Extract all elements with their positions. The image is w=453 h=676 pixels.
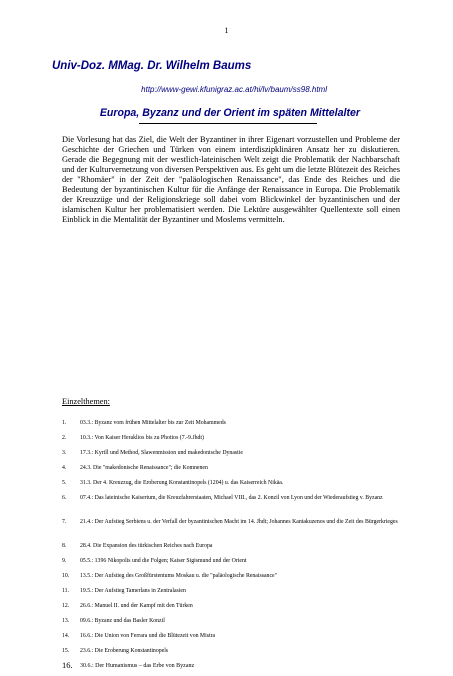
list-item <box>62 661 422 676</box>
topic-number: 3. <box>62 450 67 456</box>
topic-text: 10.3.: Von Kaiser Heraklios bis zu Photios (7.-9.Jhdt) <box>80 435 204 441</box>
list-item <box>62 493 422 517</box>
list-item <box>62 601 422 616</box>
topic-text: 09.6.: Byzanz und das Basler Konzil <box>80 618 165 624</box>
author-name: Univ-Doz. MMag. Dr. Wilhelm Baums <box>52 60 252 72</box>
list-item <box>62 646 422 661</box>
list-item <box>62 433 422 448</box>
topic-number: 4. <box>62 465 67 471</box>
topic-text: 17.3.: Kyrill und Method, Slawenmission und makedonische Dynastie <box>80 450 243 456</box>
topic-number: 8. <box>62 543 67 549</box>
list-item <box>62 541 422 556</box>
topic-text: 16.6.: Die Union von Ferrara und die Blütezeit von Mistra <box>80 633 216 639</box>
topic-text: 07.4.: Das lateinische Kaisertum, die Kreuzfahrerstaaten, Michael VIII., das 2. Konzil von Lyon und der Wiederaufstieg v. Byzanz <box>80 495 383 501</box>
topic-number: 10. <box>62 573 70 579</box>
topic-text: 28.4. Die Expansion des türkischen Reiches nach Europa <box>80 543 213 549</box>
list-item <box>62 631 422 646</box>
topic-number: 11. <box>62 588 70 594</box>
topics-list <box>62 418 422 676</box>
topic-number: 5. <box>62 480 67 486</box>
topics-heading: Einzelthemen: <box>62 397 110 406</box>
topic-text: 13.5.: Der Aufstieg des Großfürstentums Moskau u. die "paläologische Renaissance" <box>80 573 277 579</box>
topic-text: 24.3. Die "makedonische Renaissance"; die Komnenen <box>80 465 208 471</box>
topic-number: 2. <box>62 435 67 441</box>
topic-text: 23.6.: Die Eroberung Konstantinopels <box>80 648 169 654</box>
topic-text: 05.5.: 1396 Nikopolis und die Folgen; Kaiser Sigismund und der Orient <box>80 558 247 564</box>
list-item <box>62 586 422 601</box>
course-url[interactable]: http://www-gewi.kfunigraz.ac.at/hi/lv/baum/ss98.html <box>141 85 327 94</box>
topic-number: 14. <box>62 633 70 639</box>
topic-number: 1. <box>62 420 67 426</box>
list-item <box>62 571 422 586</box>
topic-text: 31.3. Der 4. Kreuzzug, die Eroberung Konstantinopels (1204) u. das Kaiserreich Nikäa. <box>80 480 284 486</box>
topic-number: 6. <box>62 495 67 501</box>
topic-number: 9. <box>62 558 67 564</box>
topic-text: 30.6.: Der Humanismus – das Erbe von Byzanz <box>80 663 195 669</box>
topic-text: 26.6.: Manuel II. und der Kampf mit den Türken <box>80 603 193 609</box>
topic-number: 13. <box>62 618 70 624</box>
topic-text: 03.3.: Byzanz vom frühen Mittelalter bis zur Zeit Mohammeds <box>80 420 226 426</box>
intro-paragraph: Die Vorlesung hat das Ziel, die Welt der Byzantiner in ihrer Eigenart vorzustellen und Probleme der Geschichte der Griechen und Türken von einem interdiszipklinären Ansatz her zu diskutieren. Gerade die Begegnung mit der westlich-lateinischen Welt zeigt die Problematik der Nachbarschaft und der Kulturvernetzung von diversen Perspektiven aus. Es geht um die letzte Blütezeit des Reiches der "Rhomäer" in der Zeit der "paläologischen Renaissance", das Ende des Reiches und die Bedeutung der byzantinischen Kultur für die Anfänge der Renaissance in Europa. Die Problematik der Kreuzzüge und der Religionskriege soll dabei vom Blickwinkel der byzantinischen und der islamischen Kultur her problematisiert werden. Die Lektüre ausgewählter Quellentexte soll einen Einblick in die Mentalität der Byzantiner und Moslems vermitteln. <box>62 135 400 225</box>
list-item <box>62 463 422 478</box>
list-item <box>62 616 422 631</box>
lecture-title: Europa, Byzanz und der Orient im späten Mittelalter <box>99 107 360 119</box>
topic-text: 21.4.: Der Aufstieg Serbiens u. der Verfall der byzantinischen Macht im 14. Jhdt; Johannes Kantakuzenos und die Zeit des Bürgerkrieges <box>80 519 398 525</box>
topic-number: 15. <box>62 648 70 654</box>
title-divider <box>139 123 317 124</box>
page-number: 1 <box>224 26 229 35</box>
list-item <box>62 448 422 463</box>
list-item <box>62 556 422 571</box>
list-item <box>62 418 422 433</box>
list-item <box>62 478 422 493</box>
topic-text: 19.5.: Der Aufstieg Tamerlans in Zentralasien <box>80 588 186 594</box>
topic-number: 16. <box>62 660 73 670</box>
list-item <box>62 517 422 541</box>
topic-number: 7. <box>62 519 67 525</box>
topic-number: 12. <box>62 603 70 609</box>
